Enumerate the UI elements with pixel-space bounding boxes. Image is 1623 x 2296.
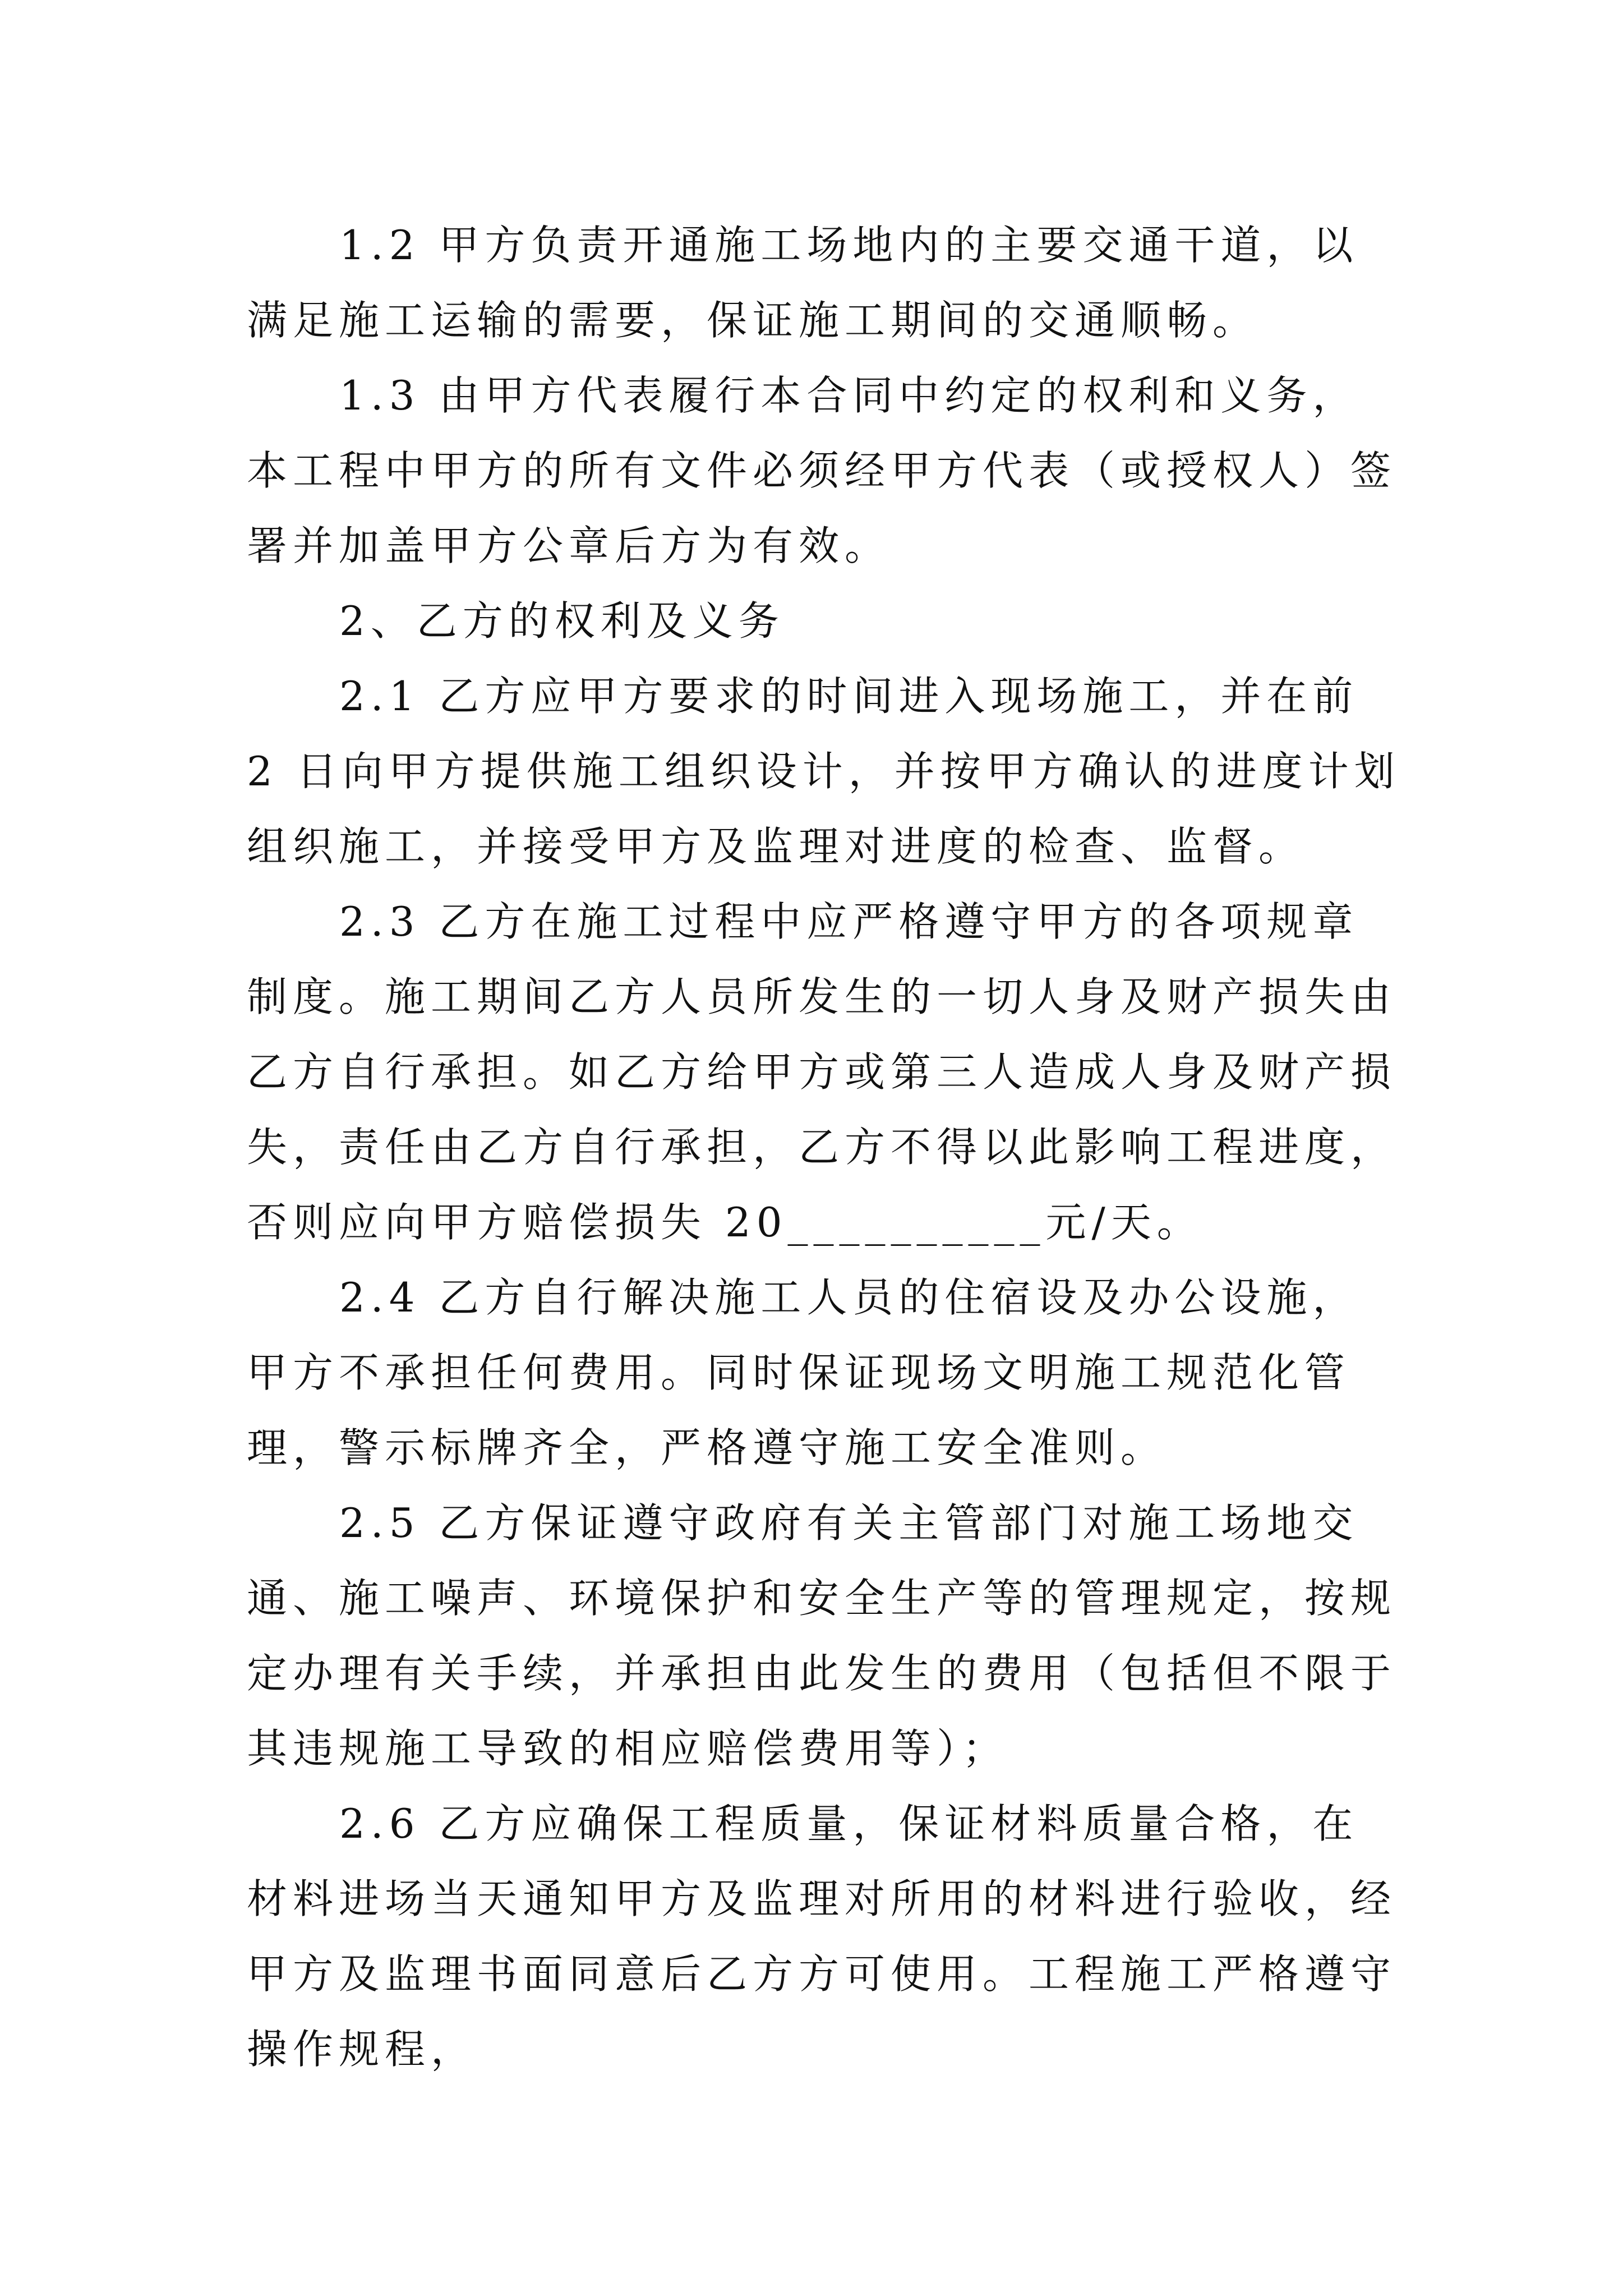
paragraph-1-3: 1.3 由甲方代表履行本合同中约定的权利和义务，本工程中甲方的所有文件必须经甲方代表（或授权人）签署并加盖甲方公章后方为有效。 — [247, 372, 1397, 569]
document-body — [247, 208, 1402, 2087]
paragraph-2-5: 2.5 乙方保证遵守政府有关主管部门对施工场地交通、施工噪声、环境保护和安全生产等的管理规定，按规定办理有关手续，并承担由此发生的费用（包括但不限于其违规施工导致的相应赔偿费用等）； — [247, 1499, 1397, 1772]
paragraph-2-4: 2.4 乙方自行解决施工人员的住宿设及办公设施，甲方不承担任何费用。同时保证现场文明施工规范化管理，警示标牌齐全，严格遵守施工安全准则。 — [247, 1274, 1359, 1471]
paragraph-2-1: 2.1 乙方应甲方要求的时间进入现场施工，并在前 2 日向甲方提供施工组织设计，并按甲方确认的进度计划组织施工，并接受甲方及监理对进度的检查、监督。 — [247, 673, 1400, 870]
paragraph-2-3: 2.3 乙方在施工过程中应严格遵守甲方的各项规章制度。施工期间乙方人员所发生的一切人身及财产损失由乙方自行承担。如乙方给甲方或第三人造成人身及财产损失，责任由乙方自行承担，乙方不得以此影响工程进度，否则应向甲方赔偿损失 20__________元/天。 — [247, 898, 1397, 1246]
paragraph-2-6: 2.6 乙方应确保工程质量，保证材料质量合格，在材料进场当天通知甲方及监理对所用的材料进行验收，经甲方及监理书面同意后乙方方可使用。工程施工严格遵守操作规程， — [247, 1800, 1397, 2073]
paragraph-1-2: 1.2 甲方负责开通施工场地内的主要交通干道，以满足施工运输的需要，保证施工期间的交通顺畅。 — [247, 222, 1359, 344]
section-heading-2: 2、乙方的权利及义务 — [339, 597, 785, 645]
